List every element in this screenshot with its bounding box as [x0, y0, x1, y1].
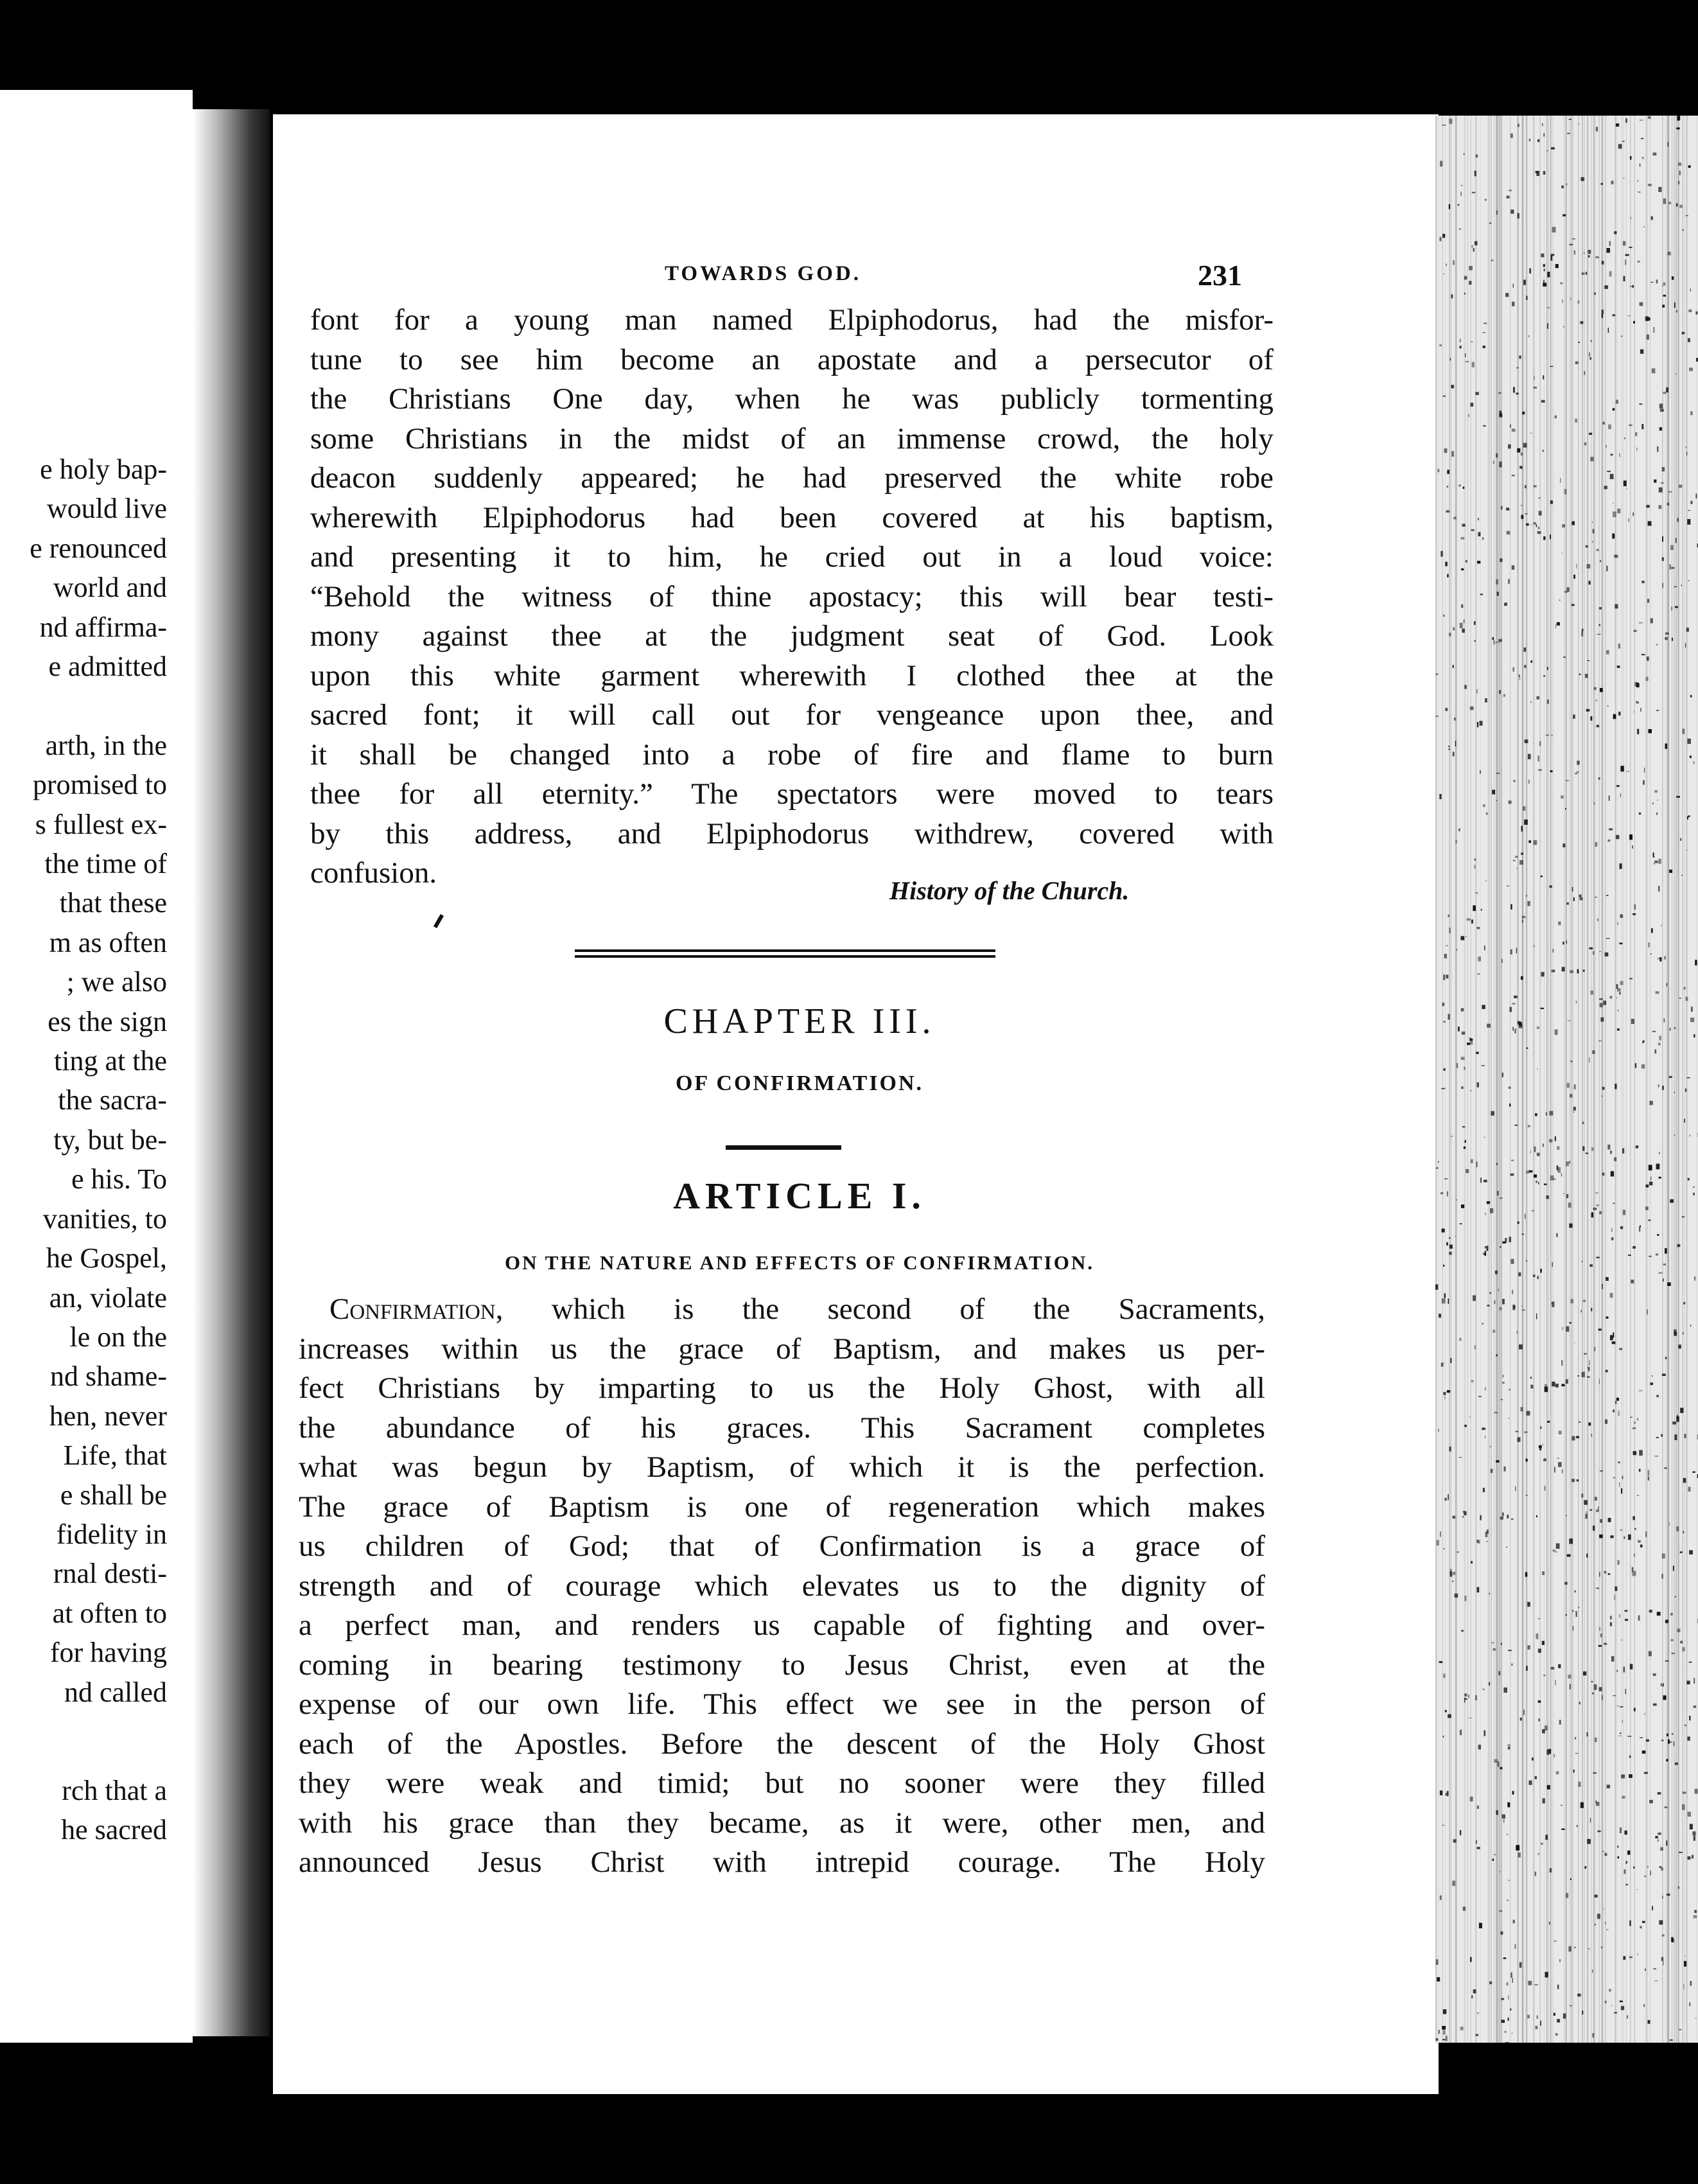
facing-line: hen, never — [49, 1400, 167, 1432]
facing-line: Life, that — [63, 1440, 167, 1472]
text-line: the abundance of his graces. This Sacrament completes — [299, 1411, 1265, 1445]
facing-line: that these — [59, 887, 167, 919]
text-line: what was begun by Baptism, of which it is the perfection. — [299, 1450, 1265, 1484]
facing-line: nd called — [64, 1676, 167, 1708]
paragraph-story — [310, 301, 1274, 894]
short-rule-divider — [726, 1145, 841, 1150]
text-line: The grace of Baptism is one of regeneration which makes — [299, 1490, 1265, 1524]
lead-word: Confirmation, — [329, 1292, 503, 1326]
facing-page-text — [0, 450, 167, 1850]
facing-line: rch that a — [62, 1774, 167, 1806]
text-line: with his grace than they became, as it were, other men, and — [299, 1806, 1265, 1840]
facing-line: rnal desti- — [53, 1558, 167, 1590]
facing-line: e admitted — [48, 651, 167, 683]
text-line: font for a young man named Elpiphodorus, had the misfor- — [310, 303, 1274, 337]
running-head — [273, 259, 1439, 301]
text-line: it shall be changed into a robe of fire and flame to burn — [310, 737, 1274, 771]
text-line: each of the Apostles. Before the descent of the Holy Ghost — [299, 1727, 1265, 1761]
article-subtitle: ON THE NATURE AND EFFECTS OF CONFIRMATION. — [505, 1251, 1094, 1274]
facing-line: world and — [53, 572, 167, 604]
text-line: and presenting it to him, he cried out in a loud voice: — [310, 540, 1274, 574]
facing-line: for having — [49, 1637, 167, 1669]
text-line: expense of our own life. This effect we see in the person of — [299, 1687, 1265, 1721]
text-line: announced Jesus Christ with intrepid courage. The Holy — [299, 1845, 1265, 1879]
facing-line: nd affirma- — [39, 611, 167, 643]
facing-line: arth, in the — [45, 729, 167, 761]
facing-line: e his. To — [71, 1163, 167, 1195]
text-line: tune to see him become an apostate and a persecutor of — [310, 342, 1274, 376]
text-line: they were weak and timid; but no sooner were they filled — [299, 1766, 1265, 1800]
text-line: increases within us the grace of Baptism, and makes us per- — [299, 1332, 1265, 1366]
facing-line: an, violate — [49, 1281, 167, 1314]
facing-line: e renounced — [30, 532, 167, 564]
text-line: sacred font; it will call out for vengeance upon thee, and — [310, 698, 1274, 732]
facing-line: m as often — [49, 926, 167, 958]
text-line: us children of God; that of Confirmation is a grace of — [299, 1529, 1265, 1563]
text-line: mony against thee at the judgment seat of God. Look — [310, 619, 1274, 653]
text-line: confusion. — [310, 856, 437, 890]
facing-line: e holy bap- — [40, 454, 167, 485]
facing-gap — [0, 1712, 167, 1771]
page-edge-speckle — [1435, 116, 1698, 2043]
running-title: TOWARDS GOD. — [665, 262, 861, 285]
facing-page-left — [0, 90, 193, 2043]
ink-mark — [433, 914, 444, 928]
facing-line: ting at the — [54, 1045, 167, 1077]
facing-line: at often to — [52, 1597, 167, 1629]
text-line: a perfect man, and renders us capable of fighting and over- — [299, 1608, 1265, 1642]
facing-line: he Gospel, — [46, 1242, 167, 1274]
text-line: thee for all eternity.” The spectators were moved to tears — [310, 777, 1274, 811]
text-line: wherewith Elpiphodorus had been covered at his baptism, — [310, 500, 1274, 534]
book-page-edge — [1435, 116, 1698, 2043]
double-rule-divider — [575, 949, 995, 961]
main-page — [273, 114, 1439, 2094]
facing-line: es the sign — [48, 1005, 167, 1037]
paragraph-confirmation — [299, 1290, 1265, 1883]
article-heading: ARTICLE I. — [673, 1175, 926, 1217]
text-line: “Behold the witness of thine apostacy; this will bear testi- — [310, 579, 1274, 613]
facing-line: nd shame- — [49, 1361, 167, 1393]
page-number: 231 — [1198, 259, 1242, 292]
facing-gap — [0, 686, 167, 725]
page-gutter-shadow — [193, 109, 270, 2036]
facing-line: promised to — [33, 769, 167, 801]
text-line: by this address, and Elpiphodorus withdrew, covered with — [310, 816, 1274, 850]
facing-line: he sacred — [61, 1814, 167, 1846]
facing-line: s fullest ex- — [35, 808, 167, 840]
text-line — [299, 1290, 1265, 1330]
facing-line: le on the — [69, 1321, 167, 1353]
text-fragment: which is the second of the Sacraments, — [503, 1292, 1265, 1326]
text-line: fect Christians by imparting to us the Holy Ghost, with all — [299, 1371, 1265, 1405]
facing-line: would live — [47, 493, 167, 525]
facing-line: the sacra- — [58, 1084, 167, 1116]
facing-line: e shall be — [60, 1479, 167, 1511]
facing-line: ty, but be- — [53, 1123, 167, 1156]
facing-line: ; we also — [66, 966, 167, 998]
text-line: strength and of courage which elevates us to the dignity of — [299, 1569, 1265, 1603]
text-line: some Christians in the midst of an immense crowd, the holy — [310, 421, 1274, 455]
source-attribution: History of the Church. — [889, 876, 1130, 905]
facing-line: the time of — [44, 848, 167, 880]
text-line: coming in bearing testimony to Jesus Christ, even at the — [299, 1648, 1265, 1682]
text-line: deacon suddenly appeared; he had preserved the white robe — [310, 461, 1274, 495]
facing-line: fidelity in — [56, 1518, 167, 1550]
text-line: upon this white garment wherewith I clothed thee at the — [310, 658, 1274, 692]
facing-line: vanities, to — [42, 1202, 167, 1235]
chapter-subtitle: OF CONFIRMATION. — [675, 1071, 924, 1095]
text-line: the Christians One day, when he was publicly tormenting — [310, 382, 1274, 416]
chapter-heading: CHAPTER III. — [663, 1001, 936, 1041]
